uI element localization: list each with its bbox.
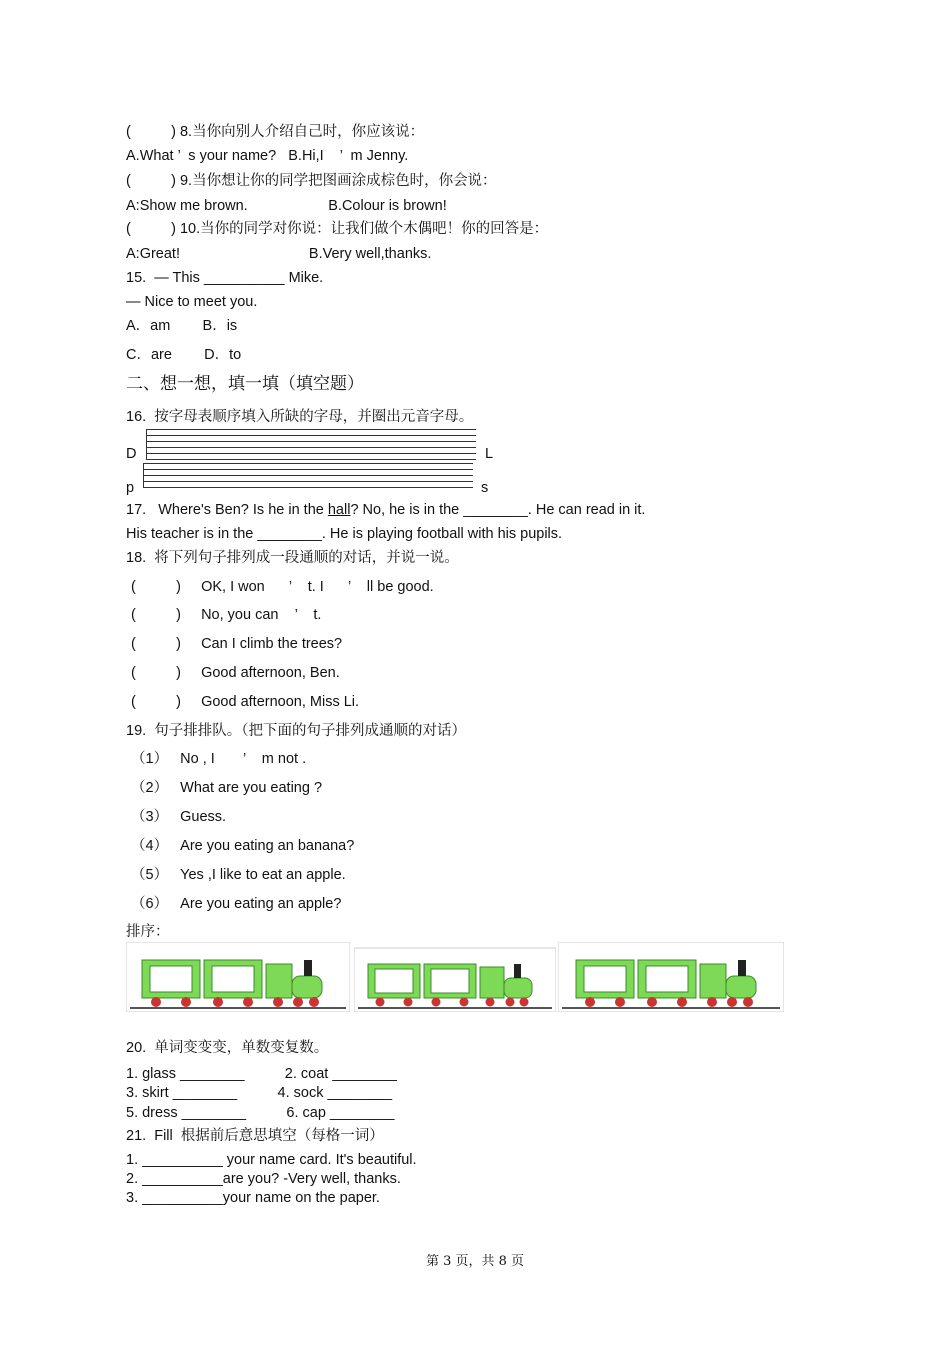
q15-options-cd: C．are D．to	[126, 347, 242, 363]
q18-stem: 18. 将下列句子排列成一段通顺的对话，并说一说。	[126, 550, 459, 566]
page-footer: 第 3 页，共 8 页	[425, 1254, 525, 1269]
train-image	[126, 942, 350, 1012]
q19-item: （4） Are you eating an banana?	[131, 838, 355, 854]
q10-lead: ( ) 10.当你的同学对你说：让我们做个木偶吧！你的回答是：	[126, 221, 549, 237]
q18-item: ( ) Good afternoon, Ben.	[131, 665, 340, 681]
q18-item: ( ) OK, I won ’ t. I ’ ll be good.	[131, 579, 434, 595]
q9-options: A:Show me brown. B.Colour is brown!	[126, 198, 447, 214]
q20-row: 1. glass ________ 2. coat ________	[126, 1066, 397, 1082]
q8-lead: ( ) 8.当你向别人介绍自己时，你应该说：	[126, 124, 425, 140]
q16-letter-d: D	[126, 446, 137, 462]
q18-item: ( ) Good afternoon, Miss Li.	[131, 694, 360, 710]
q21-item: 3. __________your name on the paper.	[126, 1190, 380, 1206]
q19-item: （1） No , I ’ m not .	[131, 751, 307, 767]
q21-item: 2. __________are you? -Very well, thanks.	[126, 1171, 401, 1187]
q8-options: A.What ’ s your name? B.Hi,I ’ m Jenny.	[126, 148, 409, 164]
q17-line2: His teacher is in the ________. He is playing football with his pupils.	[126, 526, 563, 542]
q19-item: （3） Guess.	[131, 809, 227, 825]
q17-line1: 17. Where's Ben? Is he in the hall? No, he is in the ________. He can read in it.	[126, 502, 646, 518]
q15-reply: — Nice to meet you.	[126, 294, 258, 310]
train-image	[558, 942, 784, 1012]
q19-item: （6） Are you eating an apple?	[131, 896, 342, 912]
q20-row: 5. dress ________ 6. cap ________	[126, 1105, 395, 1121]
q15-options-ab: A．am B．is	[126, 318, 238, 334]
q16-stem: 16. 按字母表顺序填入所缺的字母，并圈出元音字母。	[126, 409, 474, 425]
q18-item: ( ) No, you can ’ t.	[131, 607, 322, 623]
q15-stem: 15. — This __________ Mike.	[126, 270, 324, 286]
q20-row: 3. skirt ________ 4. sock ________	[126, 1085, 393, 1101]
section-title: 二、想一想，填一填（填空题）	[126, 374, 364, 394]
q19-order-label: 排序：	[126, 924, 170, 940]
train-image	[354, 942, 556, 1012]
q20-stem: 20. 单词变变变，单数变复数。	[126, 1040, 329, 1056]
q21-stem: 21. Fill 根据前后意思填空（每格一词）	[126, 1128, 384, 1144]
q18-item: ( ) Can I climb the trees?	[131, 636, 343, 652]
q17-hall-word: hall	[327, 502, 351, 518]
q19-stem: 19. 句子排排队。（把下面的句子排列成通顺的对话）	[126, 723, 466, 739]
q10-options: A:Great! B.Very well,thanks.	[126, 246, 432, 262]
q16-letter-l: L	[485, 446, 494, 462]
q19-item: （5） Yes ,I like to eat an apple.	[131, 867, 346, 883]
q21-item: 1. __________ your name card. It's beautiful.	[126, 1152, 417, 1168]
q16-letter-p: p	[126, 480, 135, 496]
q9-lead: ( ) 9.当你想让你的同学把图画涂成棕色时，你会说：	[126, 173, 497, 189]
q19-item: （2） What are you eating ?	[131, 780, 323, 796]
q16-letter-s: s	[481, 480, 489, 496]
